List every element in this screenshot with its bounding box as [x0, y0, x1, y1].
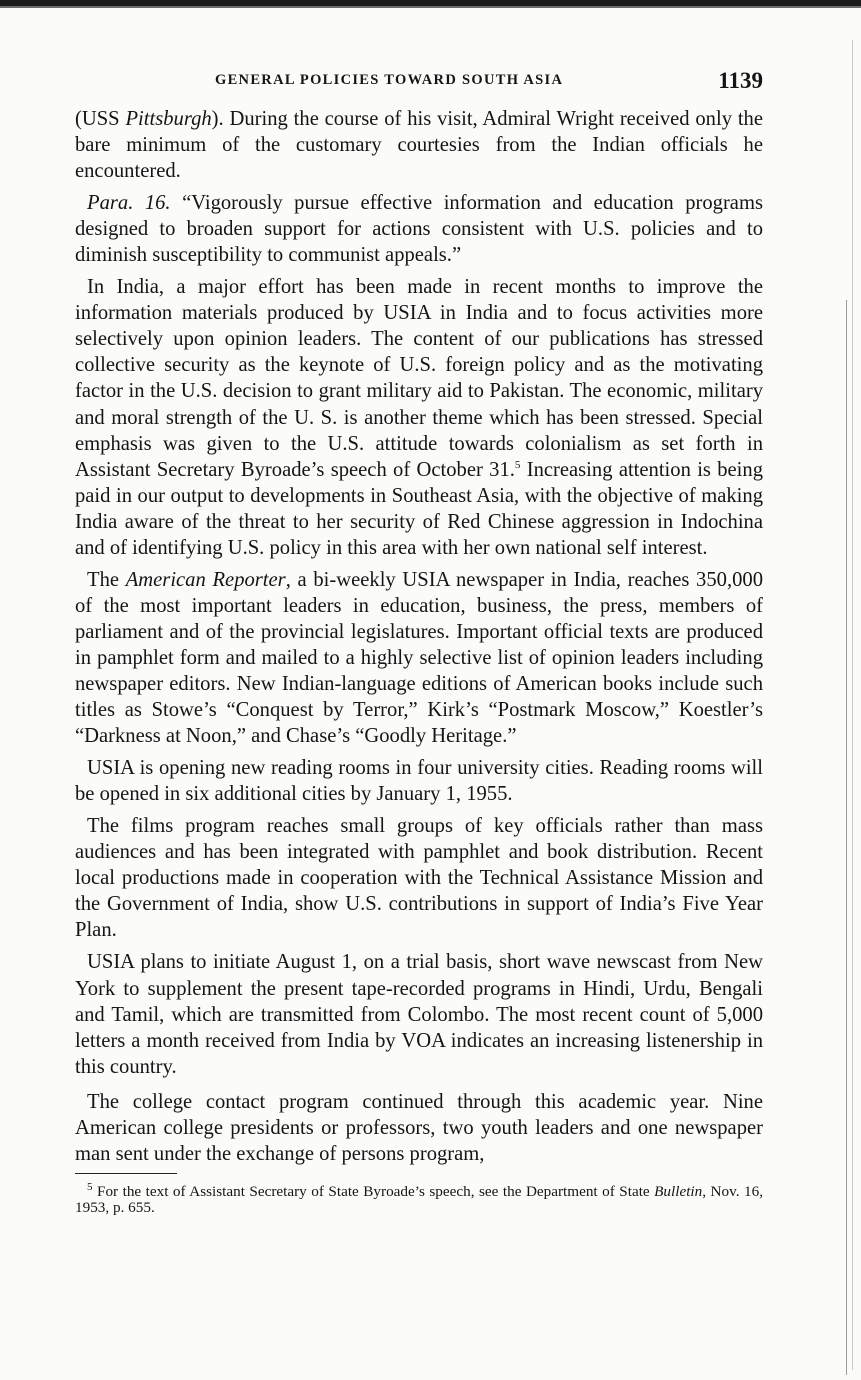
document-page	[75, 68, 763, 1231]
paragraph-para-16	[75, 190, 763, 268]
paragraph-american-reporter	[75, 567, 763, 749]
text-run: Increasing attention is being paid in our output to developments in Southeast Asia, with the objective of making India aware of the threat to her security of Red Chinese aggression in Indochina and of identifying U.S. policy in this area with her own national self interest.	[75, 458, 763, 559]
footnote-number: 5	[87, 1180, 93, 1193]
footnote-rule	[75, 1173, 177, 1174]
page-top-edge-shadow	[0, 6, 861, 8]
paragraph-continuation	[75, 106, 763, 184]
paragraph-college-contact: The college contact program continued through this academic year. Nine American college presidents or professors, two youth leaders and one newspaper man sent under the exchange of persons program,	[75, 1090, 763, 1165]
paragraph-short-wave: USIA plans to initiate August 1, on a trial basis, short wave newscast from New York to supplement the present tape-recorded programs in Hindi, Urdu, Bengali and Tamil, which are transmitted from Colombo. The most recent count of 5,000 letters a month received from India by VOA indicates an increasing listenership in this country.	[75, 951, 763, 1078]
publication-title: Bulletin	[654, 1182, 703, 1200]
text-run: , Nov. 16, 1953, p. 655.	[75, 1182, 763, 1216]
page-right-edge-faint	[852, 40, 853, 1370]
paragraph-reading-rooms: USIA is opening new reading rooms in four university cities. Reading rooms will be opened in six additional cities by January 1, 1955.	[75, 757, 763, 806]
text-run: For the text of Assistant Secretary of State Byroade’s speech, see the Department of State	[92, 1182, 655, 1200]
running-head-title: GENERAL POLICIES TOWARD SOUTH ASIA	[215, 72, 564, 88]
paragraph-films-program: The films program reaches small groups of key officials rather than mass audiences and has been integrated with pamphlet and book distribution. Recent local productions made in cooperation with the Technical Assistance Mission and the Government of India, show U.S. contributions in support of India’s Five Year Plan.	[75, 815, 763, 942]
running-head	[75, 68, 763, 106]
ship-name: Pittsburgh	[125, 108, 212, 130]
text-run: , a bi-weekly USIA newspaper in India, reaches 350,000 of the most important leaders in education, business, the press, members of parliament and of the provincial legislatures. Important official texts are produced in pamphlet form and mailed to a highly selective list of opinion leaders including newspaper editors. New Indian-language editions of American books include such titles as Stowe’s “Conquest by Terror,” Kirk’s “Postmark Moscow,” Koestler’s “Darkness at Noon,” and Chase’s “Goodly Heritage.”	[75, 568, 763, 748]
footnote-reference: 5	[514, 458, 521, 471]
page-right-edge	[846, 300, 847, 1375]
publication-title: American Reporter	[125, 568, 286, 591]
footnote	[75, 1180, 763, 1216]
text-run: “Vigorously pursue effective information and education programs designed to broaden support for actions consistent with U.S. policies and to diminish susceptibility to communist appeals.”	[75, 192, 763, 267]
para-label: Para. 16.	[87, 192, 171, 215]
body-text	[75, 106, 763, 1167]
text-run: In India, a major effort has been made in recent months to improve the information materials produced by USIA in India and to focus activities more selectively upon opinion leaders. The content of our publications has stressed collective security as the keynote of U.S. foreign policy and as the motivating factor in the U.S. decision to grant military aid to Pakistan. The economic, military and moral strength of the U. S. is another theme which has been stressed. Special emphasis was given to the U.S. attitude towards colonialism as set forth in Assistant Secretary Byroade’s speech of October 31.	[75, 276, 763, 481]
text-run: (USS	[75, 108, 126, 130]
text-run: The	[87, 568, 126, 591]
text-run: ). During the course of his visit, Admiral Wright received only the bare minimum of the customary courtesies from the Indian officials he encountered.	[75, 108, 763, 183]
paragraph-india-effort	[75, 274, 763, 561]
page-number: 1139	[718, 68, 763, 93]
